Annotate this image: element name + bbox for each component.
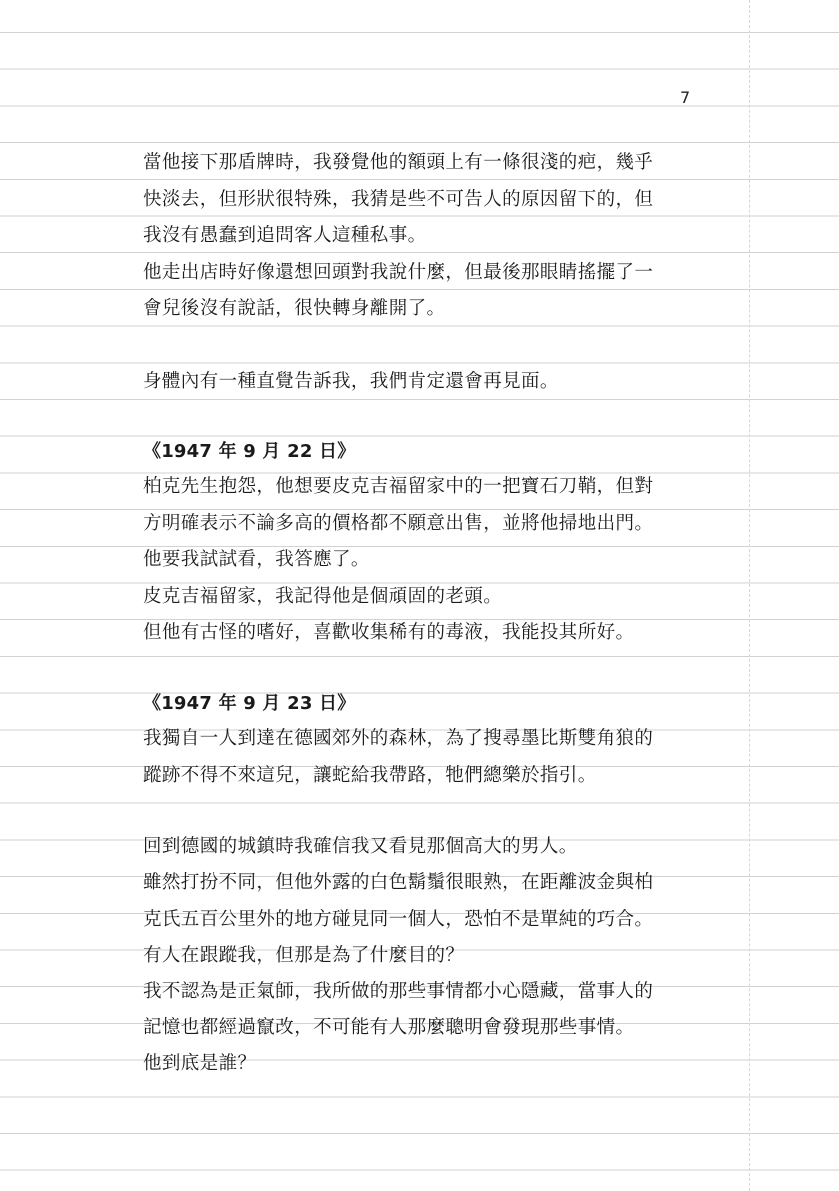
- text-line: 但他有古怪的嗜好，喜歡收集稀有的毒液，我能投其所好。: [143, 622, 635, 643]
- text-line: 有人在跟蹤我，但那是為了什麼目的？: [143, 945, 465, 966]
- text-line: 他要我試試看，我答應了。: [143, 549, 370, 570]
- text-line: 快淡去，但形狀很特殊，我猜是些不可告人的原因留下的，但: [143, 189, 654, 210]
- text-line: 他走出店時好像還想回頭對我說什麼，但最後那眼睛搖擺了一: [143, 262, 654, 283]
- text-line: 身體內有一種直覺告訴我，我們肯定還會再見面。: [143, 371, 559, 392]
- text-line: 我沒有愚蠢到追問客人這種私事。: [143, 225, 427, 246]
- text-line: 柏克先生抱怨，他想要皮克吉福留家中的一把寶石刀鞘，但對: [143, 476, 654, 497]
- text-line: 方明確表示不論多高的價格都不願意出售，並將他掃地出門。: [143, 513, 654, 534]
- text-line: 我獨自一人到達在德國郊外的森林，為了搜尋墨比斯雙角狼的: [143, 728, 654, 749]
- date-heading: 《1947 年 9 月 22 日》: [143, 441, 356, 462]
- text-line: 回到德國的城鎮時我確信我又看見那個高大的男人。: [143, 836, 578, 857]
- margin-line: [749, 0, 750, 1191]
- date-heading: 《1947 年 9 月 23 日》: [143, 693, 356, 714]
- text-line: 皮克吉福留家，我記得他是個頑固的老頭。: [143, 586, 503, 607]
- page-number: 7: [680, 88, 691, 107]
- text-line: 記憶也都經過竄改，不可能有人那麼聰明會發現那些事情。: [143, 1017, 635, 1038]
- text-line: 克氏五百公里外的地方碰見同一個人，恐怕不是單純的巧合。: [143, 909, 654, 930]
- text-line: 當他接下那盾牌時，我發覺他的額頭上有一條很淺的疤，幾乎: [143, 152, 654, 173]
- text-line: 會兒後沒有說話，很快轉身離開了。: [143, 298, 446, 319]
- text-line: 我不認為是正氣師，我所做的那些事情都小心隱藏，當事人的: [143, 981, 654, 1002]
- text-line: 他到底是誰？: [143, 1053, 257, 1074]
- text-line: 蹤跡不得不來這兒，讓蛇給我帶路，牠們總樂於指引。: [143, 765, 597, 786]
- text-line: 雖然打扮不同，但他外露的白色鬍鬚很眼熟，在距離波金與柏: [143, 872, 654, 893]
